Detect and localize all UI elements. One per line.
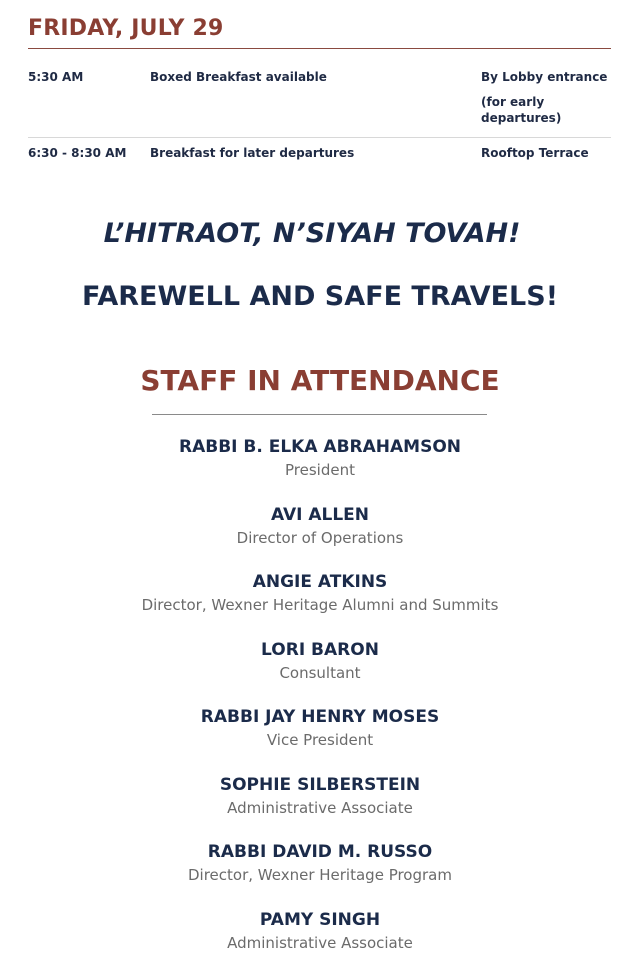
staff-member [0,840,624,886]
staff-title: Administrative Associate [227,934,413,952]
staff-member [0,435,624,481]
farewell-english: FAREWELL AND SAFE TRAVELS! [81,281,559,312]
staff-name: AVI ALLEN [270,505,370,525]
staff-heading: STAFF IN ATTENDANCE [140,364,500,397]
staff-member [0,638,624,684]
schedule-time: 6:30 - 8:30 AM [28,146,127,160]
schedule-location: Rooftop Terrace [481,146,589,160]
staff-title: Director of Operations [236,529,404,547]
schedule-location-note: (for early departures) [481,95,562,125]
staff-member [0,773,624,819]
staff-member [0,908,624,954]
staff-name: RABBI DAVID M. RUSSO [207,842,433,862]
staff-name: SOPHIE SILBERSTEIN [219,775,421,795]
staff-title: Director, Wexner Heritage Alumni and Summits [141,596,499,614]
staff-member [0,503,624,549]
staff-name: PAMY SINGH [259,910,381,930]
schedule-time: 5:30 AM [28,70,84,84]
schedule-event: Breakfast for later departures [150,146,355,160]
staff-name: LORI BARON [261,640,379,660]
day-header [28,14,611,49]
staff-title: Director, Wexner Heritage Program [188,866,452,884]
day-title: FRIDAY, JULY 29 [28,16,224,41]
staff-member [0,705,624,751]
farewell-hebrew: L’HITRAOT, N’SIYAH TOVAH! [103,218,521,249]
schedule-row [28,62,611,138]
schedule-row [28,138,611,168]
staff-title: Consultant [279,664,361,682]
schedule-location: By Lobby entrance [481,70,608,84]
schedule-event: Boxed Breakfast available [150,70,327,84]
staff-title: President [285,461,355,479]
staff-name: ANGIE ATKINS [252,572,388,592]
staff-member [0,570,624,616]
staff-title: Administrative Associate [227,799,413,817]
staff-divider [152,414,487,415]
staff-name: RABBI JAY HENRY MOSES [200,707,440,727]
staff-name: RABBI B. ELKA ABRAHAMSON [178,437,462,457]
staff-title: Vice President [266,731,374,749]
